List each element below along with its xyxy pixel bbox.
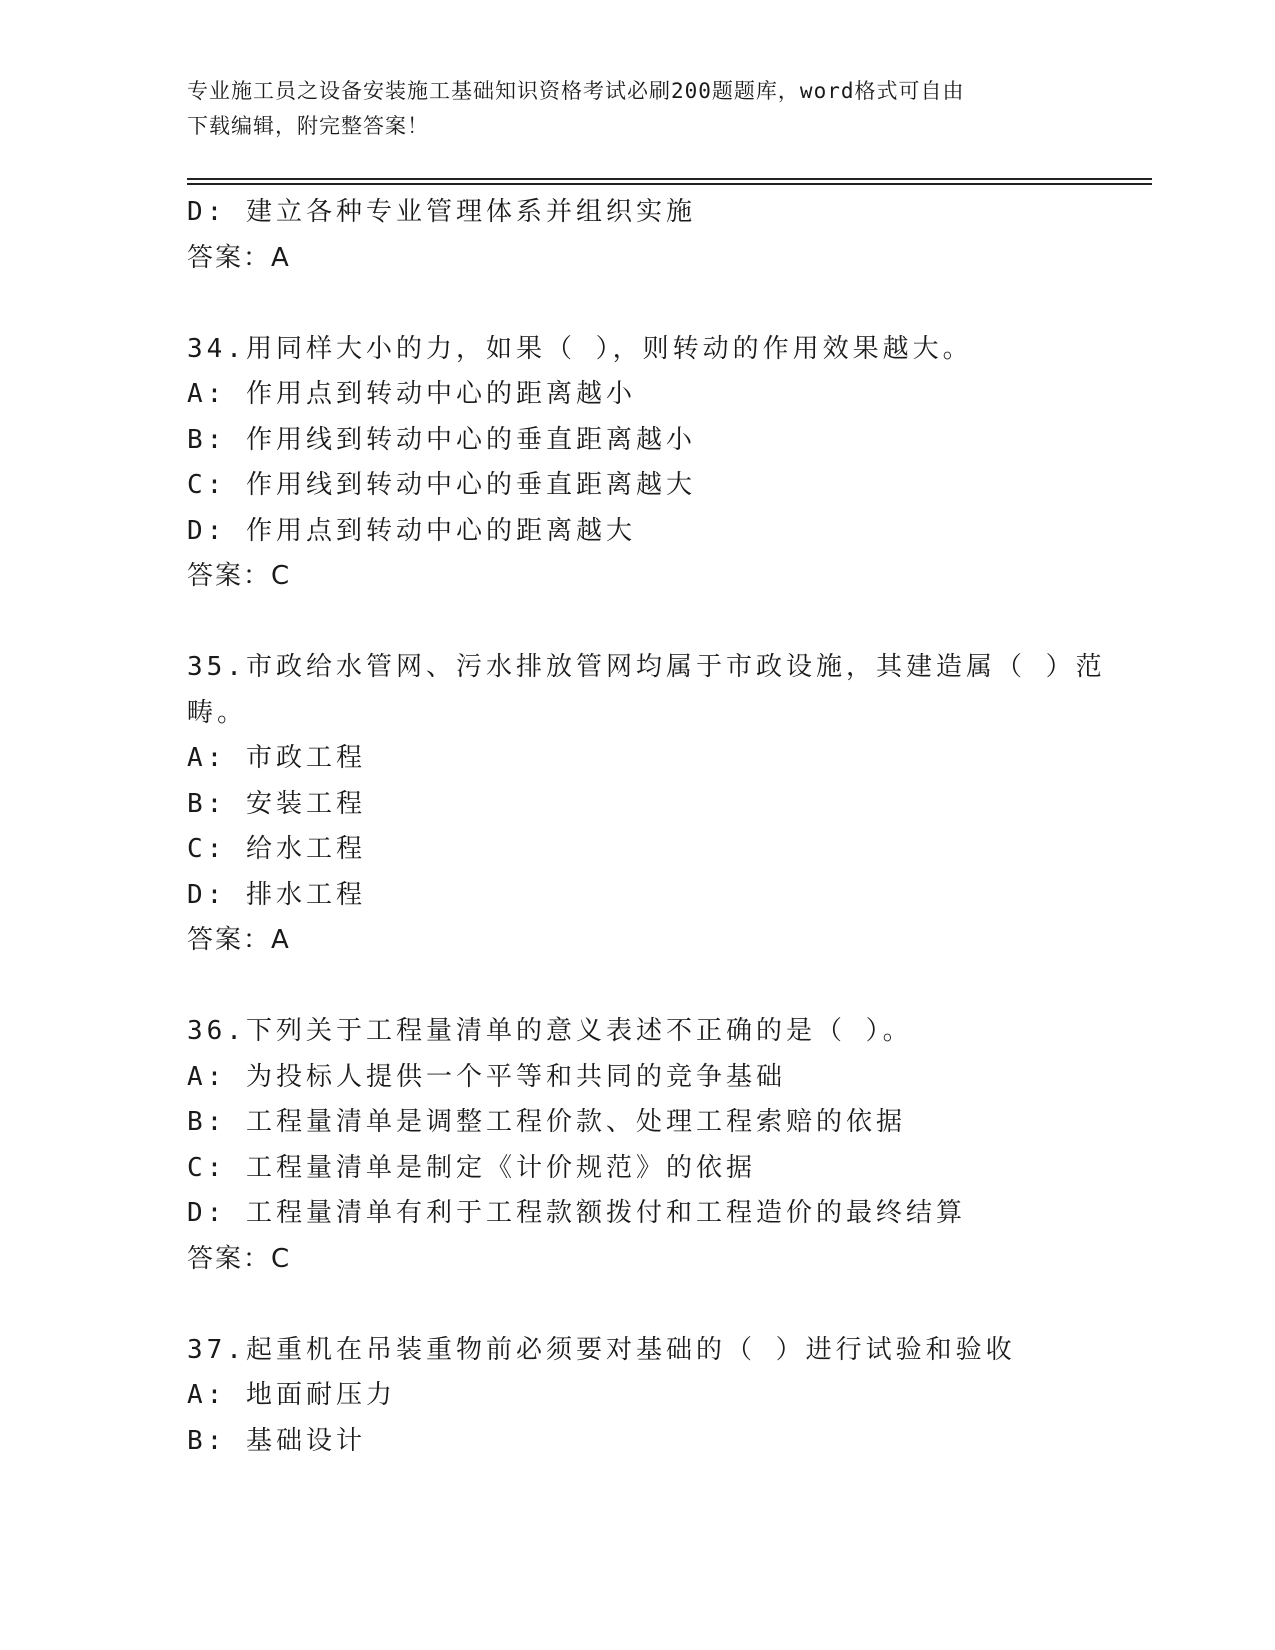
question-stem-line-2: 畴。	[187, 697, 248, 728]
header-line-1: 专业施工员之设备安装施工基础知识资格考试必刷200题题库，word格式可自由	[187, 79, 965, 103]
header-rule-bottom	[187, 183, 1152, 185]
option-b: B: 工程量清单是调整工程价款、处理工程索赔的依据	[187, 1107, 906, 1137]
option-c: C: 给水工程	[187, 834, 366, 864]
question-34	[187, 327, 1067, 600]
answer-line: 答案：C	[187, 561, 292, 591]
option-b: B: 安装工程	[187, 788, 366, 819]
option-c: C: 工程量清单是制定《计价规范》的依据	[187, 1152, 756, 1183]
answer-line: 答案：A	[187, 925, 291, 955]
question-stem: 36.下列关于工程量清单的意义表述不正确的是（ ）。	[187, 1016, 913, 1046]
question-36	[187, 1009, 1067, 1282]
option-a: A: 作用点到转动中心的距离越小	[187, 379, 636, 409]
answer-line: 答案：C	[187, 1243, 292, 1274]
header-rule-top	[187, 178, 1152, 180]
option-a: A: 市政工程	[187, 743, 366, 773]
option-d: D: 工程量清单有利于工程款额拨付和工程造价的最终结算	[187, 1198, 966, 1228]
option-d: D: 排水工程	[187, 879, 366, 910]
question-stem: 37.起重机在吊装重物前必须要对基础的（ ）进行试验和验收	[187, 1334, 1016, 1365]
header-line-2: 下载编辑，附完整答案！	[187, 114, 429, 138]
option-a: A: 地面耐压力	[187, 1380, 396, 1410]
option-c: C: 作用线到转动中心的垂直距离越大	[187, 470, 696, 500]
option-d: D: 建立各种专业管理体系并组织实施	[187, 197, 696, 227]
document-header	[187, 74, 1087, 144]
question-stem-line-1: 35.市政给水管网、污水排放管网均属于市政设施，其建造属（ ）范	[187, 652, 1106, 682]
question-list	[187, 190, 1106, 1464]
option-b: B: 基础设计	[187, 1425, 366, 1456]
answer-line: 答案：A	[187, 242, 291, 273]
option-a: A: 为投标人提供一个平等和共同的竞争基础	[187, 1061, 786, 1092]
option-b: B: 作用线到转动中心的垂直距离越小	[187, 424, 696, 455]
question-35	[187, 645, 1106, 964]
question-37	[187, 1328, 1067, 1465]
question-stem: 34.用同样大小的力，如果（ ），则转动的作用效果越大。	[187, 333, 973, 364]
option-d: D: 作用点到转动中心的距离越大	[187, 515, 636, 546]
